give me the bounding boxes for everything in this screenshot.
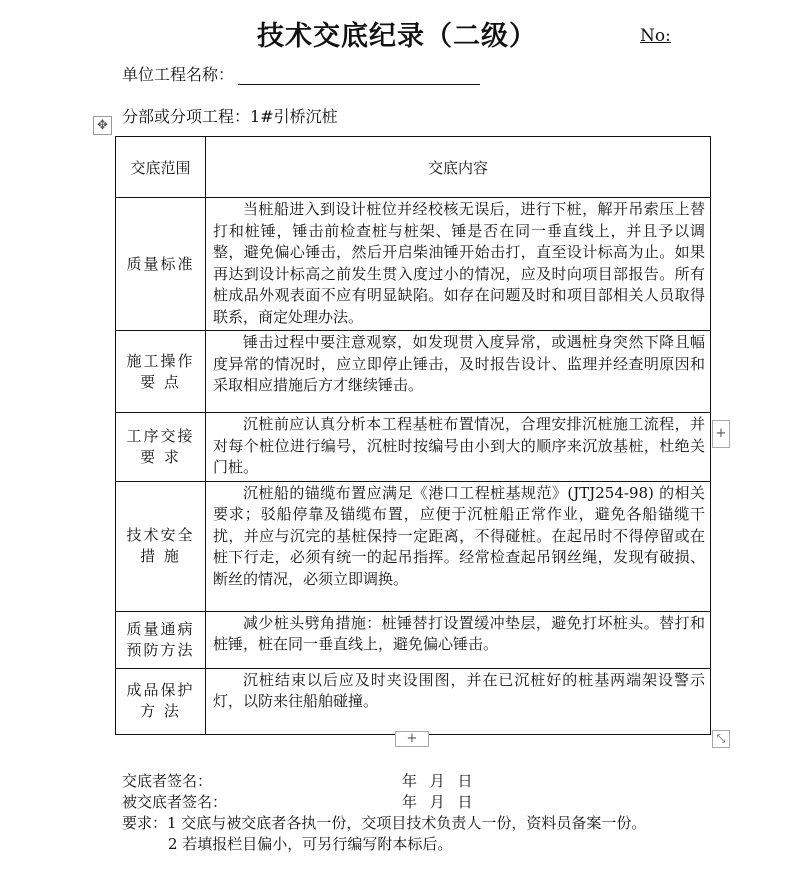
row-content[interactable]: 沉桩前应认真分析本工程基桩布置情况，合理安排沉桩施工流程，并对每个桩位进行编号，沉桩时按编号由小到大的顺序来沉放基桩，杜绝关门桩。 xyxy=(206,413,711,482)
discloser-date: 年 月 日 xyxy=(402,772,477,790)
row-label: 成品保护方 法 xyxy=(116,668,206,734)
receiver-signature xyxy=(122,791,477,812)
row-content[interactable]: 锤击过程中要注意观察，如发现贯入度异常，或遇桩身突然下降且幅度异常的情况时，应立即停止锤击，及时报告设计、监理并经查明原因和采取相应措施后方才继续锤击。 xyxy=(206,331,711,413)
row-label: 工序交接要 求 xyxy=(116,413,206,482)
disclosure-table xyxy=(115,136,711,735)
row-content[interactable]: 当桩船进入到设计桩位并经校核无误后，进行下桩，解开吊索压上替打和桩锤，锤击前检查桩与桩架、锤是否在同一垂直线上，并且予以调整，避免偏心锤击，然后开启柴油锤开始击打，直至设计标高为止。如果再达到设计标高之前发生贯入度过小的情况，应及时向项目部报告。所有桩成品外观表面不应有明显缺陷。如存在问题及时和项目部相关人员取得联系，商定处理办法。 xyxy=(206,198,711,331)
receiver-date: 年 月 日 xyxy=(402,793,477,811)
requirements-note xyxy=(122,813,646,855)
table-row xyxy=(116,198,711,331)
requirement-line-1: 要求：1 交底与被交底者各执一份，交项目技术负责人一份，资料员备案一份。 xyxy=(122,814,647,832)
add-row-button[interactable]: + xyxy=(395,731,429,747)
add-column-button[interactable]: + xyxy=(712,420,730,448)
row-label: 质量标准 xyxy=(116,198,206,331)
unit-project-blank[interactable] xyxy=(238,64,480,85)
unit-project-label: 单位工程名称： xyxy=(122,65,235,84)
row-label: 质量通病预防方法 xyxy=(116,611,206,668)
table-row xyxy=(116,331,711,413)
document-number-label: No: xyxy=(640,26,671,46)
table-row xyxy=(116,413,711,482)
row-content[interactable]: 沉桩结束以后应及时夹设围图，并在已沉桩好的桩基两端架设警示灯，以防来往船舶碰撞。 xyxy=(206,668,711,734)
row-label: 施工操作要 点 xyxy=(116,331,206,413)
col-header-content: 交底内容 xyxy=(206,137,711,198)
row-content[interactable]: 减少桩头劈角措施：桩锤替打设置缓冲垫层，避免打坏桩头。替打和桩锤，桩在同一垂直线上，避免偏心锤击。 xyxy=(206,611,711,668)
sub-project-value: 1#引桥沉桩 xyxy=(250,107,338,126)
discloser-signature xyxy=(122,770,477,791)
requirement-line-2: 2 若填报栏目偏小，可另行编写附本标后。 xyxy=(168,835,453,853)
resize-icon[interactable]: ⤡ xyxy=(712,730,730,748)
table-header-row xyxy=(116,137,711,198)
table-row xyxy=(116,611,711,668)
col-header-scope: 交底范围 xyxy=(116,137,206,198)
table-row xyxy=(116,481,711,611)
move-icon[interactable]: ✥ xyxy=(93,116,112,135)
discloser-label: 交底者签名： xyxy=(122,772,213,790)
row-content[interactable]: 沉桩船的锚缆布置应满足《港口工程桩基规范》(JTJ254-98) 的相关要求；驳船停靠及锚缆布置，应便于沉桩船正常作业，避免各船锚缆干扰，并应与沉完的基桩保持一定距离，不得碰桩。在起吊时不得停留或在桩下行走，必须有统一的起吊指挥。经常检查起吊钢丝绳，发现有破损、断丝的情况，必须立即调换。 xyxy=(206,481,711,611)
row-label: 技术安全措 施 xyxy=(116,481,206,611)
receiver-label: 被交底者签名： xyxy=(122,793,228,811)
page-title: 技术交底纪录（二级） xyxy=(257,21,537,52)
unit-project-field xyxy=(122,62,480,85)
table-row xyxy=(116,668,711,734)
sub-project-label: 分部或分项工程： xyxy=(122,107,251,126)
sub-project-field xyxy=(122,104,338,127)
